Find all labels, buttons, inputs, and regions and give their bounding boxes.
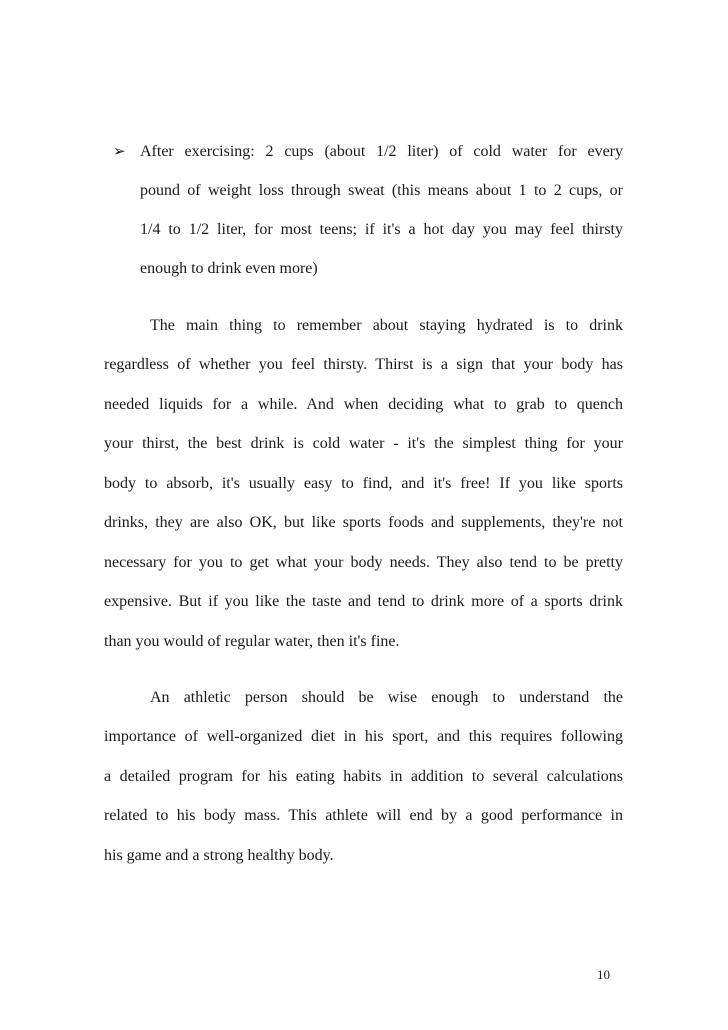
bullet-text-line: pound of weight loss through sweat (this means about 1 to 2 cups, or: [140, 182, 623, 199]
page-number: 10: [597, 967, 610, 982]
paragraph-line: your thirst, the best drink is cold water - it's the simplest thing for your: [104, 435, 623, 452]
bullet-text-line: enough to drink even more): [140, 260, 318, 277]
paragraph-line: expensive. But if you like the taste and tend to drink more of a sports drink: [104, 593, 623, 610]
paragraph-line: drinks, they are also OK, but like sports foods and supplements, they're not: [104, 514, 623, 531]
paragraph-line: a detailed program for his eating habits in addition to several calculations: [104, 768, 623, 785]
paragraph-line: regardless of whether you feel thirsty. Thirst is a sign that your body has: [104, 356, 623, 373]
bullet-text-line: After exercising: 2 cups (about 1/2 liter) of cold water for every: [140, 143, 623, 160]
paragraph-line: The main thing to remember about staying hydrated is to drink: [150, 317, 623, 334]
paragraph-line: necessary for you to get what your body needs. They also tend to be pretty: [104, 554, 623, 571]
bullet-text-line: 1/4 to 1/2 liter, for most teens; if it's a hot day you may feel thirsty: [140, 221, 623, 238]
arrow-bullet-icon: ➢: [113, 142, 126, 160]
paragraph-line: body to absorb, it's usually easy to find, and it's free! If you like sports: [104, 475, 623, 492]
paragraph-line: needed liquids for a while. And when deciding what to grab to quench: [104, 396, 623, 413]
paragraph-line: An athletic person should be wise enough to understand the: [150, 689, 623, 706]
paragraph-line: related to his body mass. This athlete will end by a good performance in: [104, 807, 623, 824]
paragraph-line: than you would of regular water, then it's fine.: [104, 633, 400, 650]
paragraph-line: importance of well-organized diet in his sport, and this requires following: [104, 728, 623, 745]
paragraph-line: his game and a strong healthy body.: [104, 847, 334, 864]
